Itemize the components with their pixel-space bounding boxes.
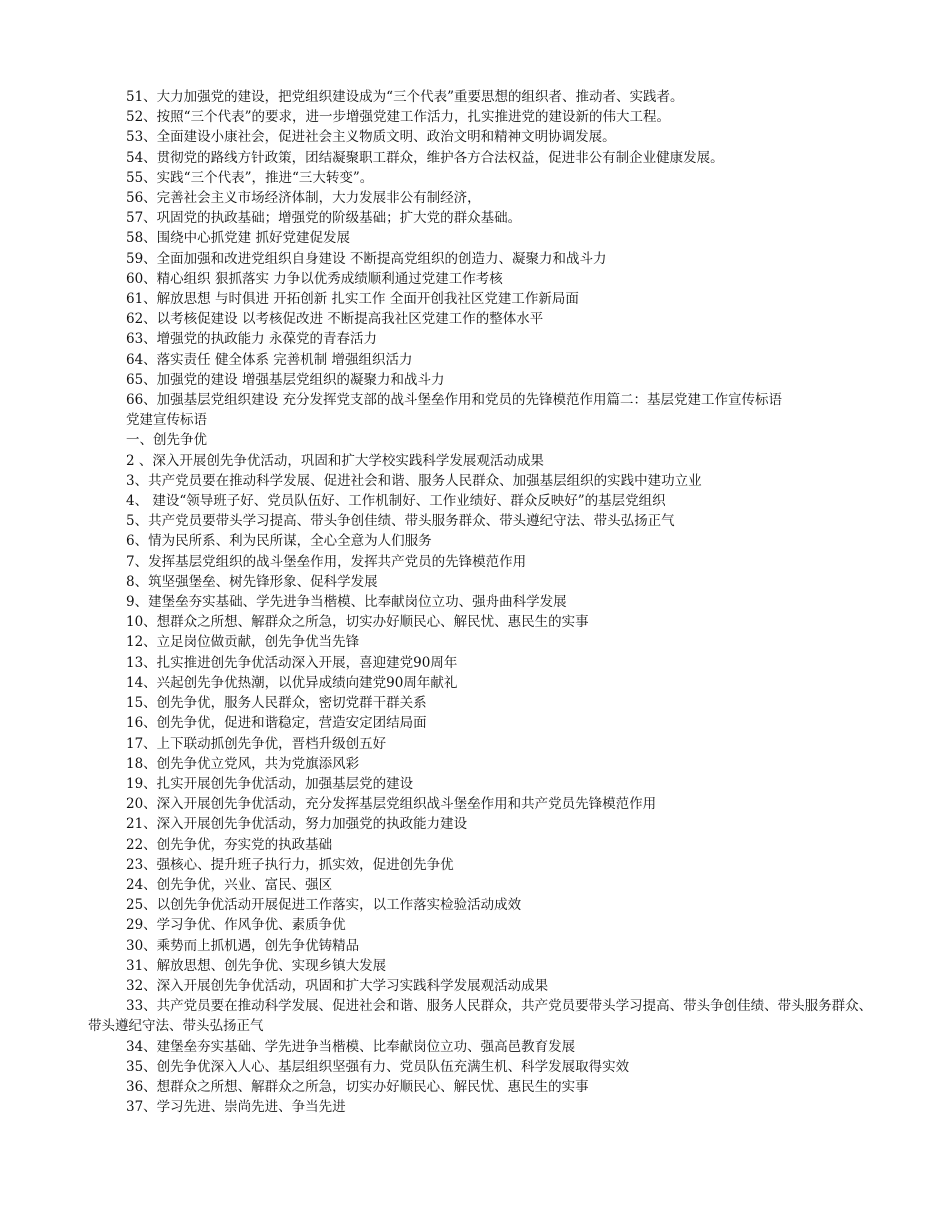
slogan-line: 20、深入开展创先争优活动，充分发挥基层党组织战斗堡垒作用和共产党员先锋模范作用	[126, 796, 657, 813]
slogan-line: 17、上下联动抓创先争优，晋档升级创五好	[126, 735, 387, 752]
slogan-line: 31、解放思想、创先争优、实现乡镇大发展	[126, 957, 387, 974]
slogan-line: 14、兴起创先争优热潮，以优异成绩向建党90周年献礼	[126, 674, 458, 691]
slogan-line: 6、情为民所系、利为民所谋，全心全意为人们服务	[126, 533, 432, 550]
slogan-line: 23、强核心、提升班子执行力，抓实效，促进创先争优	[126, 856, 454, 873]
slogan-line: 16、创先争优，促进和谐稳定，营造安定团结局面	[126, 715, 427, 732]
slogan-line: 54、贯彻党的路线方针政策，团结凝聚职工群众，维护各方合法权益，促进非公有制企业健康发展。	[126, 149, 724, 166]
slogan-line: 61、解放思想 与时俱进 开拓创新 扎实工作 全面开创我社区党建工作新局面	[126, 291, 579, 308]
slogan-line: 53、全面建设小康社会，促进社会主义物质文明、政治文明和精神文明协调发展。	[126, 129, 616, 146]
slogan-line: 58、围绕中心抓党建 抓好党建促发展	[126, 230, 350, 247]
slogan-line: 33、共产党员要在推动科学发展、促进社会和谐、服务人民群众，共产党员要带头学习提高、带头争创佳绩、带头服务群众、带头遵纪守法、带头弘扬正气	[88, 998, 873, 1035]
slogan-line: 51、大力加强党的建设，把党组织建设成为“三个代表”重要思想的组织者、推动者、实践者。	[126, 89, 684, 105]
slogan-line: 2 、深入开展创先争优活动，巩固和扩大学校实践科学发展观活动成果	[126, 452, 544, 469]
slogan-line: 32、深入开展创先争优活动，巩固和扩大学习实践科学发展观活动成果	[126, 977, 549, 994]
slogan-line: 12、立足岗位做贡献，创先争优当先锋	[126, 634, 360, 651]
slogan-line: 64、落实责任 健全体系 完善机制 增强组织活力	[126, 351, 413, 368]
slogan-line: 25、以创先争优活动开展促进工作落实，以工作落实检验活动成效	[126, 897, 522, 914]
slogan-line: 24、创先争优，兴业、富民、强区	[126, 876, 333, 893]
document-page	[88, 87, 878, 1117]
slogan-line: 63、增强党的执政能力 永葆党的青春活力	[126, 331, 377, 348]
slogan-line: 62、以考核促建设 以考核促改进 不断提高我社区党建工作的整体水平	[126, 311, 544, 328]
slogan-line: 19、扎实开展创先争优活动，加强基层党的建设	[126, 775, 414, 792]
slogan-line: 59、全面加强和改进党组织自身建设 不断提高党组织的创造力、凝聚力和战斗力	[126, 250, 607, 267]
slogan-line-with-section-title: 66、加强基层党组织建设 充分发挥党支部的战斗堡垒作用和党员的先锋模范作用篇二：基层党建工作宣传标语	[126, 392, 782, 409]
slogan-line: 37、学习先进、崇尚先进、争当先进	[126, 1099, 346, 1116]
slogan-line: 7、发挥基层党组织的战斗堡垒作用，发挥共产党员的先锋模范作用	[126, 553, 527, 570]
section-heading: 党建宣传标语	[126, 412, 207, 429]
slogan-line: 10、想群众之所想、解群众之所急，切实办好顺民心、解民忧、惠民生的实事	[126, 614, 589, 631]
slogan-line: 34、建堡垒夯实基础、学先进争当楷模、比奉献岗位立功、强高邑教育发展	[126, 1038, 576, 1055]
slogan-line: 8、筑坚强堡垒、树先锋形象、促科学发展	[126, 573, 378, 590]
slogan-line: 15、创先争优，服务人民群众，密切党群干群关系	[126, 695, 427, 712]
slogan-line: 18、创先争优立党风，共为党旗添风彩	[126, 755, 360, 772]
slogan-line: 30、乘势而上抓机遇，创先争优铸精品	[126, 937, 360, 954]
slogan-line: 52、按照“三个代表”的要求，进一步增强党建工作活力，扎实推进党的建设新的伟大工程。	[126, 109, 670, 126]
slogan-line: 13、扎实推进创先争优活动深入开展，喜迎建党90周年	[126, 654, 458, 671]
slogan-line: 35、创先争优深入人心、基层组织坚强有力、党员队伍充满生机、科学发展取得实效	[126, 1058, 630, 1075]
slogan-line: 21、深入开展创先争优活动，努力加强党的执政能力建设	[126, 816, 468, 833]
slogan-line: 9、建堡垒夯实基础、学先进争当楷模、比奉献岗位立功、强舟曲科学发展	[126, 594, 567, 611]
subsection-heading: 一、创先争优	[126, 432, 207, 449]
slogan-line: 56、完善社会主义市场经济体制，大力发展非公有制经济，	[126, 190, 481, 207]
slogan-line: 65、加强党的建设 增强基层党组织的凝聚力和战斗力	[126, 371, 445, 388]
slogan-line: 4、 建设“领导班子好、党员队伍好、工作机制好、工作业绩好、群众反映好”的基层党组织	[126, 493, 666, 510]
slogan-line: 3、共产党员要在推动科学发展、促进社会和谐、服务人民群众、加强基层组织的实践中建功立业	[126, 472, 702, 489]
slogan-line: 22、创先争优，夯实党的执政基础	[126, 836, 333, 853]
slogan-line: 36、想群众之所想、解群众之所急，切实办好顺民心、解民忧、惠民生的实事	[126, 1078, 589, 1095]
slogan-line: 57、巩固党的执政基础；增强党的阶级基础；扩大党的群众基础。	[126, 210, 522, 227]
slogan-line: 60、精心组织 狠抓落实 力争以优秀成绩顺利通过党建工作考核	[126, 270, 503, 287]
slogan-line: 29、学习争优、作风争优、素质争优	[126, 917, 346, 934]
slogan-line: 55、实践“三个代表”，推进“三大转变”。	[126, 169, 374, 186]
slogan-line: 5、共产党员要带头学习提高、带头争创佳绩、带头服务群众、带头遵纪守法、带头弘扬正气	[126, 513, 675, 530]
